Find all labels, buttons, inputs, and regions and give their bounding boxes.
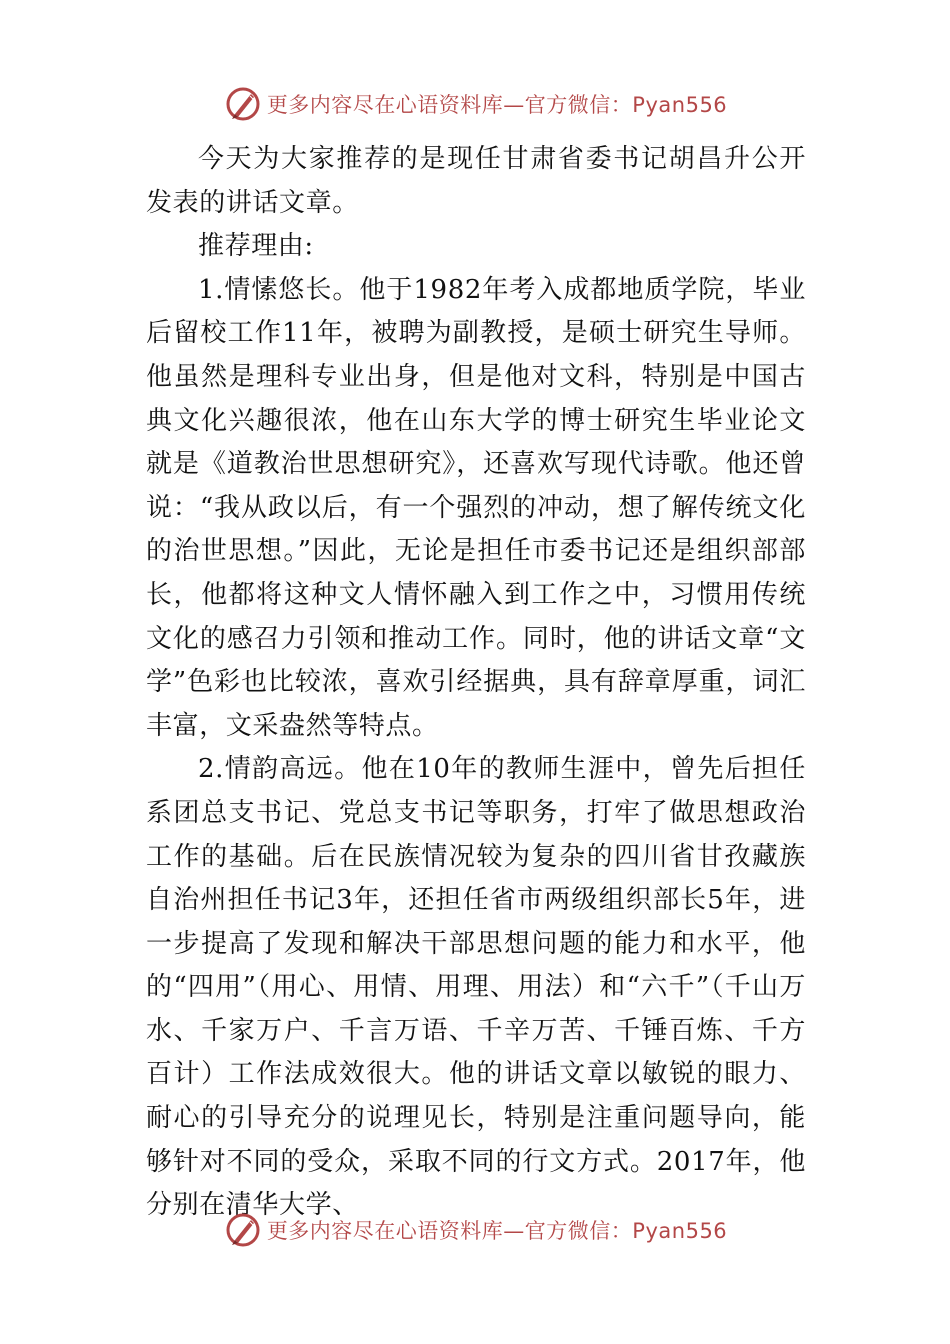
fountain-pen-logo-icon <box>223 84 263 124</box>
banner-text: 更多内容尽在心语资料库—官方微信：Pyan556 <box>266 93 728 117</box>
article-body <box>146 138 806 1228</box>
footer-banner <box>0 1208 950 1252</box>
paragraph: 今天为大家推荐的是现任甘肃省委书记胡昌升公开发表的讲话文章。 <box>146 144 806 218</box>
paragraph: 1.情愫悠长。他于1982年考入成都地质学院，毕业后留校工作11年，被聘为副教授，是硕士研究生导师。他虽然是理科专业出身，但是他对文科，特别是中国古典文化兴趣很浓，他在山东大学的博士研究生毕业论文就是《道教治世思想研究》，还喜欢写现代诗歌。他还曾说：“我从政以后，有一个强烈的冲动，想了解传统文化的治世思想。”因此，无论是担任市委书记还是组织部部长，他都将这种文人情怀融入到工作之中，习惯用传统文化的感召力引领和推动工作。同时，他的讲话文章“文学”色彩也比较浓，喜欢引经据典，具有辞章厚重，词汇丰富，文采盎然等特点。 <box>146 274 806 741</box>
paragraph: 2.情韵高远。他在10年的教师生涯中，曾先后担任系团总支书记、党总支书记等职务，打牢了做思想政治工作的基础。后在民族情况较为复杂的四川省甘孜藏族自治州担任书记3年，还担任省市两级组织部长5年，进一步提高了发现和解决干部思想问题的能力和水平，他的“四用”（用心、用情、用理、用法）和“六千”（千山万水、千家万户、千言万语、千辛万苦、千锤百炼、千方百计）工作法成效很大。他的讲话文章以敏锐的眼力、耐心的引导充分的说理见长，特别是注重问题导向，能够针对不同的受众，采取不同的行文方式。2017年，他分别在清华大学、 <box>146 754 806 1221</box>
fountain-pen-logo-icon <box>223 1210 263 1250</box>
header-banner <box>0 82 950 126</box>
paragraph: 推荐理由: <box>198 231 314 262</box>
banner-text: 更多内容尽在心语资料库—官方微信：Pyan556 <box>266 1219 728 1243</box>
